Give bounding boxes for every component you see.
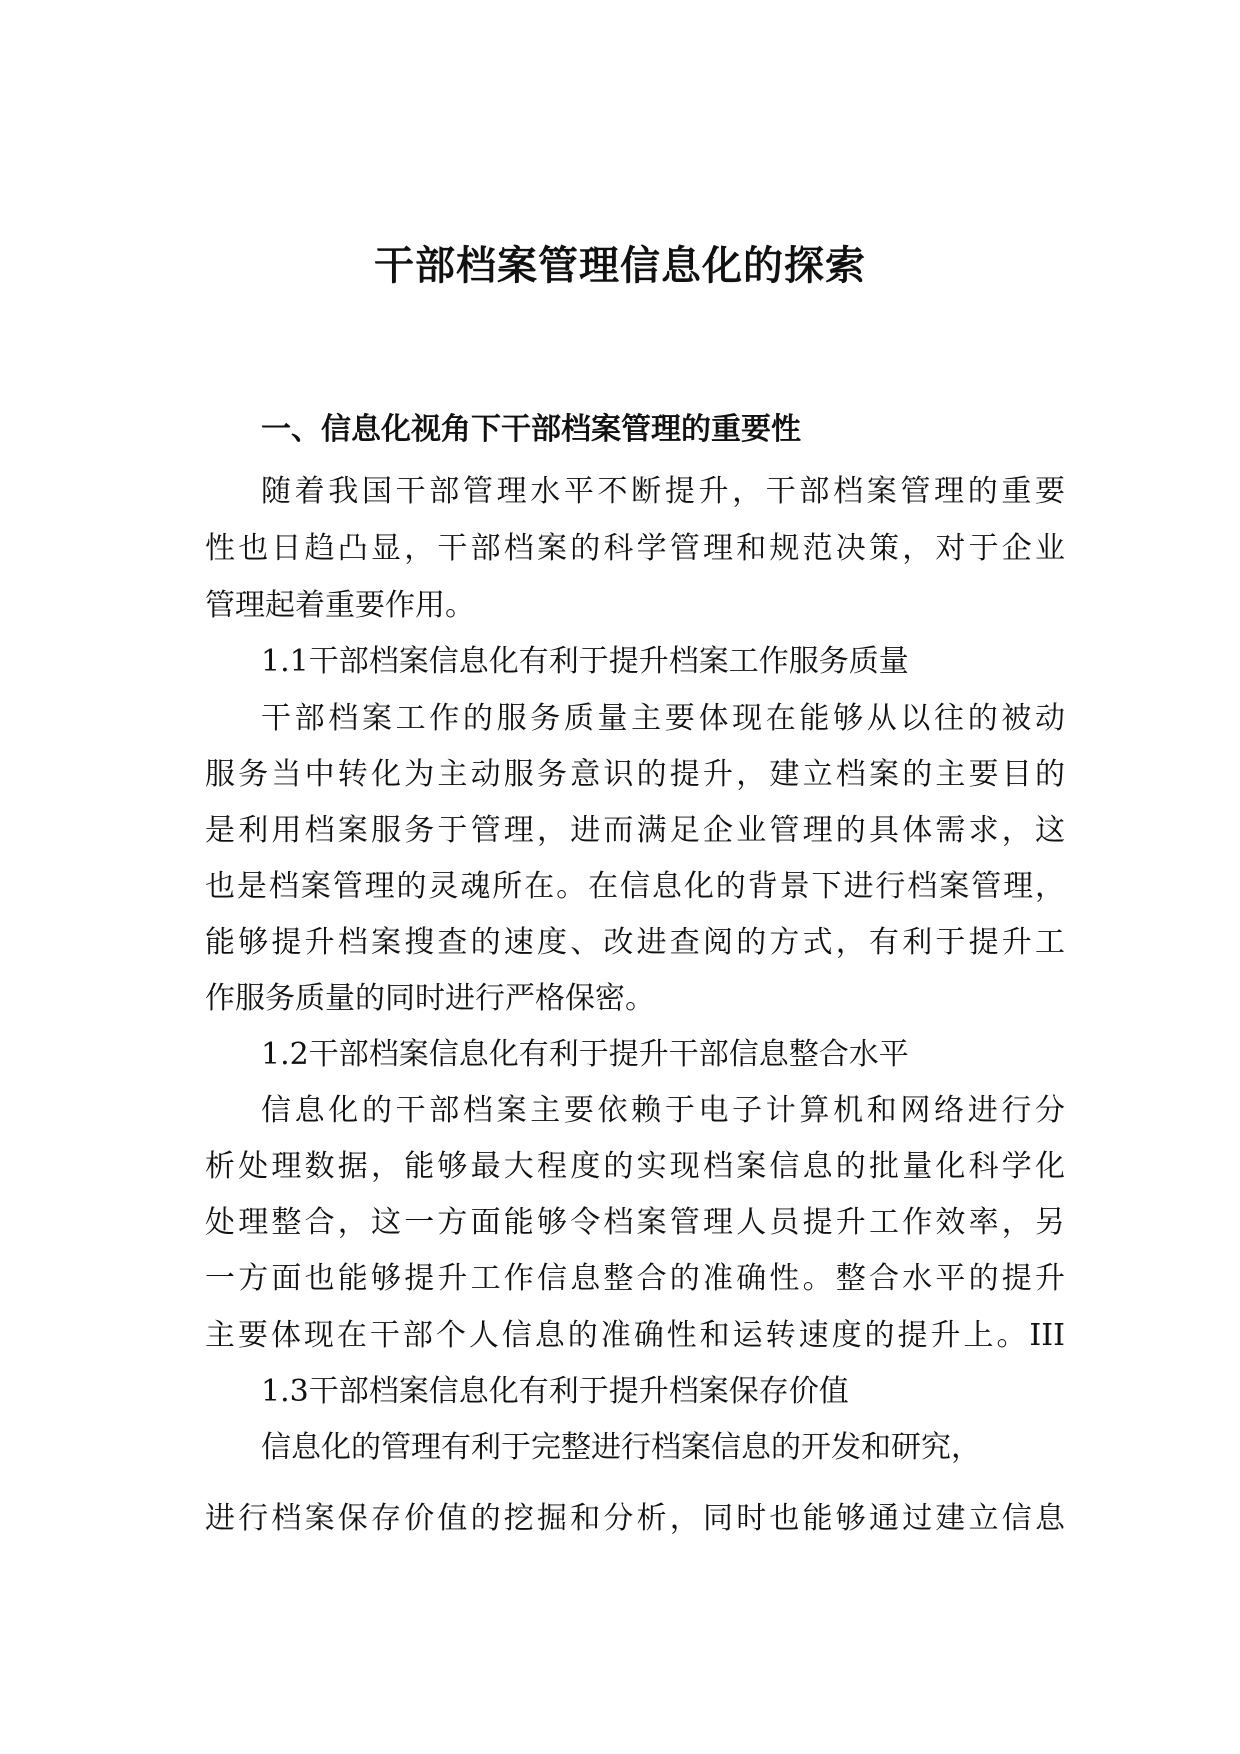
paragraph-line: 信息化的干部档案主要依赖于电子计算机和网络进行分: [261, 1093, 1065, 1128]
paragraph-line: 能够提升档案搜查的速度、改进查阅的方式，有利于提升工: [205, 925, 1065, 960]
paragraph-line: 信息化的管理有利于完整进行档案信息的开发和研究，: [261, 1430, 981, 1465]
paragraph-line: 进行档案保存价值的挖掘和分析，同时也能够通过建立信息: [205, 1501, 1065, 1536]
paragraph-line: 一方面也能够提升工作信息整合的准确性。整合水平的提升: [205, 1261, 1065, 1296]
section-heading: 一、信息化视角下干部档案管理的重要性: [261, 412, 801, 447]
paragraph-line: 主要体现在干部个人信息的准确性和运转速度的提升上。III: [205, 1318, 1065, 1353]
paragraph-line: 析处理数据，能够最大程度的实现档案信息的批量化科学化: [205, 1149, 1065, 1184]
paragraph-line: 作服务质量的同时进行严格保密。: [205, 981, 655, 1016]
paragraph-line: 管理起着重要作用。: [205, 588, 475, 623]
paragraph-line: 是利用档案服务于管理，进而满足企业管理的具体需求，这: [205, 813, 1065, 848]
subsection-heading: 1.2干部档案信息化有利于提升干部信息整合水平: [261, 1037, 909, 1072]
paragraph-line: 干部档案工作的服务质量主要体现在能够从以往的被动: [261, 701, 1065, 736]
paragraph-line: 随着我国干部管理水平不断提升，干部档案管理的重要: [261, 474, 1065, 509]
subsection-heading: 1.3干部档案信息化有利于提升档案保存价值: [261, 1374, 849, 1409]
paragraph-line: 性也日趋凸显，干部档案的科学管理和规范决策，对于企业: [205, 531, 1065, 566]
document-title: 干部档案管理信息化的探索: [374, 243, 866, 289]
paragraph-line: 处理整合，这一方面能够令档案管理人员提升工作效率，另: [205, 1205, 1065, 1240]
subsection-heading: 1.1干部档案信息化有利于提升档案工作服务质量: [261, 644, 909, 679]
paragraph-line: 也是档案管理的灵魂所在。在信息化的背景下进行档案管理，: [205, 869, 1065, 904]
paragraph-line: 服务当中转化为主动服务意识的提升，建立档案的主要目的: [205, 757, 1065, 792]
